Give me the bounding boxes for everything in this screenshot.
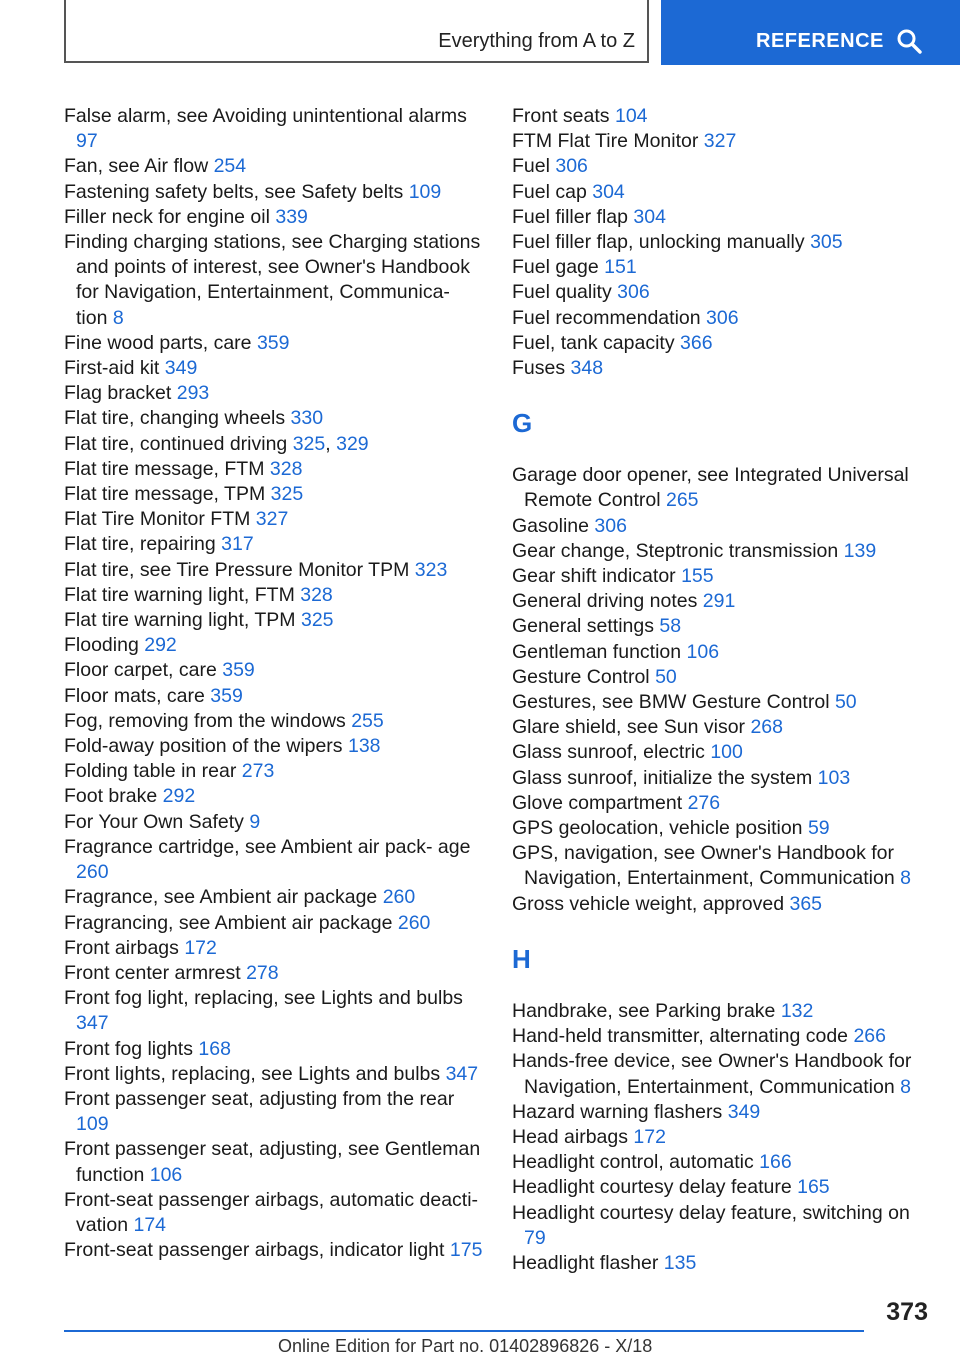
page-link[interactable]: 339 — [275, 205, 308, 228]
page-link[interactable]: 139 — [843, 539, 877, 562]
index-entry-text: Garage door opener, see Integrated Universal Remote Control — [512, 464, 909, 512]
index-entry-text: Front-seat passenger airbags, automatic deacti‐ vation — [64, 1188, 479, 1236]
index-entry — [512, 514, 932, 539]
index-entry — [64, 734, 484, 759]
index-entry-text: Fragrance cartridge, see Ambient air pack‐ age — [64, 835, 471, 858]
page-link[interactable]: 273 — [241, 760, 275, 783]
page-link[interactable]: 79 — [524, 1226, 546, 1249]
page-link[interactable]: 109 — [408, 180, 442, 203]
index-entry — [64, 154, 484, 179]
index-entry-text: Flat tire message, FTM — [64, 457, 265, 480]
index-entry-text: Fuel gage — [512, 256, 599, 279]
index-entry-text: Fine wood parts, care — [64, 331, 252, 354]
page-link[interactable]: 306 — [594, 514, 627, 537]
index-entry-text: Fuel filler flap — [512, 205, 628, 228]
index-entries-f-cont — [512, 104, 932, 381]
index-entry — [64, 936, 484, 961]
index-entry-text: Fragrance, see Ambient air package — [64, 886, 378, 909]
index-entry — [512, 640, 932, 665]
page-link[interactable]: 265 — [665, 489, 699, 512]
page-link[interactable]: 172 — [633, 1125, 666, 1148]
page-link[interactable]: 347 — [445, 1062, 479, 1085]
index-entry — [512, 1175, 932, 1200]
page-link[interactable]: 325 — [270, 483, 304, 506]
index-entry-text: Fold-away position of the wipers — [64, 735, 343, 758]
index-entry — [64, 684, 484, 709]
page-link[interactable]: 347 — [76, 1012, 109, 1035]
index-entry-text: Front fog light, replacing, see Lights and bulbs — [64, 987, 463, 1010]
page-link[interactable]: 165 — [797, 1176, 830, 1199]
index-entry-text: Front lights, replacing, see Lights and bulbs — [64, 1062, 441, 1085]
index-column-left — [64, 104, 484, 1263]
letter-heading-g: G — [512, 408, 533, 439]
index-entry — [64, 961, 484, 986]
index-entry-text: Headlight control, automatic — [512, 1151, 754, 1174]
index-entries-f — [64, 104, 484, 1263]
page-link[interactable]: 323 — [414, 558, 448, 581]
index-entry-text: Hands-free device, see Owner's Handbook for Navigation, Entertainment, Communication — [512, 1050, 912, 1098]
page-link[interactable]: 304 — [633, 205, 666, 228]
index-entry — [512, 614, 932, 639]
index-entry-text: Front passenger seat, adjusting, see Gentleman function — [64, 1138, 481, 1186]
page-link[interactable]: 278 — [246, 961, 279, 984]
index-entry-text: Fuel filler flap, unlocking manually — [512, 231, 805, 254]
index-entry-text: Fog, removing from the windows — [64, 709, 346, 732]
index-entry — [512, 331, 932, 356]
page-link[interactable]: 325 — [300, 609, 334, 632]
index-entry — [64, 532, 484, 557]
page-link[interactable]: 359 — [210, 684, 243, 707]
page-link[interactable]: 106 — [686, 640, 720, 663]
index-entry-text: Fuel recommendation — [512, 306, 701, 329]
index-entry — [512, 1125, 932, 1150]
page-link[interactable]: 359 — [256, 331, 290, 354]
index-entry — [512, 690, 932, 715]
page-link[interactable]: 168 — [198, 1037, 231, 1060]
page-link[interactable]: 8 — [900, 1075, 911, 1098]
page-link[interactable]: 328 — [269, 457, 303, 480]
page-number: 373 — [886, 1298, 928, 1326]
index-entry-text: Floor mats, care — [64, 684, 205, 707]
page-link[interactable]: 109 — [76, 1113, 109, 1136]
index-entry — [512, 255, 932, 280]
page-link[interactable]: 365 — [789, 892, 823, 915]
index-entry-text: Hand-held transmitter, alternating code — [512, 1025, 849, 1048]
index-entry — [64, 709, 484, 734]
index-entry — [64, 507, 484, 532]
page-link[interactable]: 58 — [659, 615, 682, 638]
index-entry-text: Flat Tire Monitor FTM — [64, 508, 251, 531]
index-entry-text: Glove compartment — [512, 791, 683, 814]
page-link[interactable]: 151 — [604, 256, 637, 279]
index-entry-text: Gestures, see BMW Gesture Control — [512, 691, 830, 714]
index-entry — [512, 104, 932, 129]
index-entry — [64, 457, 484, 482]
page-link[interactable]: 276 — [687, 791, 721, 814]
index-entry-text: Foot brake — [64, 785, 158, 808]
page-link[interactable]: 306 — [555, 155, 588, 178]
index-entry-text: Fragrancing, see Ambient air package — [64, 911, 393, 934]
index-entry — [64, 331, 484, 356]
index-entry — [512, 892, 932, 917]
page-link[interactable]: 348 — [570, 357, 604, 380]
index-entry — [512, 539, 932, 564]
index-entry — [64, 633, 484, 658]
page-link[interactable]: 166 — [759, 1151, 792, 1174]
page-link[interactable]: 50 — [834, 691, 857, 714]
index-entry — [64, 1087, 484, 1137]
index-entry — [64, 784, 484, 809]
page-link[interactable]: 328 — [300, 583, 333, 606]
index-entry-text: FTM Flat Tire Monitor — [512, 130, 699, 153]
page-link[interactable]: 104 — [614, 105, 648, 127]
index-entry-text: Fuel — [512, 155, 550, 178]
index-entry-text: General settings — [512, 615, 654, 638]
page-link[interactable]: 329 — [336, 432, 369, 455]
index-entry — [512, 129, 932, 154]
index-entry-text: Flat tire, see Tire Pressure Monitor TPM — [64, 558, 410, 581]
index-entry-text: Glass sunroof, electric — [512, 741, 705, 764]
page-link[interactable]: 103 — [817, 766, 851, 789]
index-entry — [512, 1251, 932, 1276]
index-entry — [512, 665, 932, 690]
index-entry — [64, 885, 484, 910]
index-column-right — [512, 104, 932, 1276]
index-entry — [64, 104, 484, 154]
page-link[interactable]: 138 — [347, 735, 381, 758]
index-entry — [512, 740, 932, 765]
index-entry — [512, 306, 932, 331]
index-entry — [64, 759, 484, 784]
page-link[interactable]: 327 — [703, 130, 737, 153]
index-entry — [64, 986, 484, 1036]
index-entry-text: Handbrake, see Parking brake — [512, 999, 776, 1022]
page-link[interactable]: 292 — [162, 785, 196, 808]
index-entry-text: Front center armrest — [64, 961, 241, 984]
section-title: Everything from A to Z — [438, 30, 635, 52]
page-link[interactable]: 260 — [76, 861, 109, 884]
index-entry — [512, 205, 932, 230]
index-entry — [64, 356, 484, 381]
index-entry — [512, 1049, 932, 1099]
index-entry — [64, 810, 484, 835]
footer-divider — [64, 1330, 864, 1332]
page-link[interactable]: 330 — [290, 407, 324, 430]
page-header — [0, 0, 960, 66]
index-entry — [64, 482, 484, 507]
index-entry-text: Gesture Control — [512, 665, 650, 688]
index-entry-text: GPS geolocation, vehicle position — [512, 817, 803, 840]
section-title-box — [64, 0, 649, 63]
index-entry-text: For Your Own Safety — [64, 810, 244, 833]
index-entry — [512, 816, 932, 841]
reference-tab-label: REFERENCE — [756, 30, 884, 52]
index-entry-text: Flat tire message, TPM — [64, 483, 266, 506]
index-entry-text: Front fog lights — [64, 1037, 193, 1060]
index-entry — [512, 715, 932, 740]
page-link[interactable]: 172 — [184, 936, 217, 959]
page-link[interactable]: 9 — [249, 810, 261, 833]
footer-edition-text: Online Edition for Part no. 01402896826 - X/18 — [278, 1336, 653, 1356]
index-entry-text: Flat tire warning light, TPM — [64, 609, 296, 632]
search-icon[interactable] — [896, 28, 922, 54]
index-entry — [512, 1100, 932, 1125]
index-entry-text: First-aid kit — [64, 357, 160, 380]
index-entry — [64, 180, 484, 205]
index-entry — [64, 205, 484, 230]
index-entry-text: Gasoline — [512, 514, 589, 537]
page-link[interactable]: 100 — [710, 741, 743, 764]
page-link[interactable]: 8 — [112, 306, 124, 329]
index-entry-text: Hazard warning flashers — [512, 1100, 723, 1123]
index-entry — [64, 835, 484, 885]
page-link[interactable]: 325 — [292, 432, 326, 455]
index-entry — [512, 841, 932, 891]
index-entry — [64, 1037, 484, 1062]
page-link[interactable]: 349 — [727, 1100, 761, 1123]
page-link[interactable]: 97 — [76, 130, 98, 153]
index-entry-text: Glass sunroof, initialize the system — [512, 766, 813, 789]
page-link[interactable]: 174 — [133, 1213, 167, 1236]
index-entry-text: Headlight flasher — [512, 1251, 659, 1274]
page-link[interactable]: 268 — [750, 716, 783, 739]
index-entry — [512, 463, 932, 513]
page-link[interactable]: 135 — [663, 1251, 697, 1274]
index-entry — [64, 911, 484, 936]
index-entry-text: Fuel cap — [512, 180, 587, 203]
index-entry — [512, 154, 932, 179]
page-link[interactable]: 8 — [900, 867, 911, 890]
index-entry-text: Flooding — [64, 634, 139, 657]
index-entry-text: Gear change, Steptronic transmission — [512, 539, 839, 562]
index-entry — [64, 658, 484, 683]
page-link[interactable]: 106 — [149, 1163, 183, 1186]
index-entry — [64, 1062, 484, 1087]
index-entry-text: Fan, see Air flow — [64, 155, 209, 178]
page-link[interactable]: 366 — [680, 331, 713, 354]
page-link[interactable]: 349 — [164, 357, 198, 380]
index-entry: Flat tire, continued driving 325, 329 — [64, 432, 369, 455]
index-entry — [64, 583, 484, 608]
page-link[interactable]: 291 — [702, 590, 736, 613]
index-entry-text: Front airbags — [64, 936, 179, 959]
index-entries-h — [512, 999, 932, 1276]
index-entry — [512, 1150, 932, 1175]
index-entry — [512, 999, 932, 1024]
index-entry — [64, 406, 484, 431]
page-link[interactable]: 306 — [617, 281, 650, 304]
index-entry-text: Front-seat passenger airbags, indicator light — [64, 1239, 445, 1262]
index-entry-text: Fuses — [512, 357, 566, 380]
index-entry — [512, 280, 932, 305]
index-entry — [512, 1024, 932, 1049]
index-entry — [64, 1137, 484, 1187]
index-entry — [64, 381, 484, 406]
page-link[interactable]: 293 — [176, 382, 210, 405]
page-link[interactable]: 266 — [853, 1025, 886, 1048]
index-entry-text: Flat tire, changing wheels — [64, 407, 286, 430]
index-entry-text: Filler neck for engine oil — [64, 205, 270, 228]
page-link[interactable]: 304 — [592, 180, 625, 203]
page-link[interactable]: 254 — [213, 155, 247, 178]
index-entry — [512, 356, 932, 381]
index-entry-text: Head airbags — [512, 1125, 628, 1148]
page-link[interactable]: 327 — [255, 508, 289, 531]
page-link[interactable]: 59 — [807, 817, 830, 840]
index-entry — [64, 230, 484, 331]
page-link[interactable]: 260 — [397, 911, 431, 934]
page-link[interactable]: 175 — [449, 1239, 483, 1262]
page-link[interactable]: 132 — [780, 999, 814, 1022]
index-entry — [64, 558, 484, 583]
index-entry-text: Fuel quality — [512, 281, 612, 304]
index-entry — [64, 1238, 484, 1263]
index-entry-text: Flat tire, repairing — [64, 533, 216, 556]
index-entry-text: Flag bracket — [64, 382, 172, 405]
letter-heading-h: H — [512, 943, 531, 974]
index-entry-text: Floor carpet, care — [64, 659, 217, 682]
index-entry-text: Flat tire, continued driving — [64, 432, 288, 455]
index-entry — [512, 791, 932, 816]
page-link[interactable]: 50 — [655, 665, 677, 688]
page-link[interactable]: 306 — [706, 306, 739, 329]
index-entry-text: GPS, navigation, see Owner's Handbook for Navigation, Entertainment, Communication — [512, 842, 895, 890]
index-entry-text: General driving notes — [512, 590, 698, 613]
index-entries-g — [512, 463, 932, 917]
page-link[interactable]: 359 — [222, 659, 255, 682]
page-link[interactable]: 260 — [382, 886, 416, 909]
reference-tab[interactable] — [661, 0, 960, 65]
index-entry — [512, 766, 932, 791]
page-link[interactable]: 255 — [351, 709, 384, 732]
index-entry — [512, 230, 932, 255]
index-entry-text: Finding charging stations, see Charging stations and points of interest, see Owner's Handbook for Navigation, Entertainment, Communica‐ tion — [64, 231, 481, 329]
index-entry-text: Headlight courtesy delay feature — [512, 1176, 792, 1199]
index-entry — [512, 564, 932, 589]
index-entry-text: Gentleman function — [512, 640, 682, 663]
index-entry — [512, 180, 932, 205]
index-entry-text: Gross vehicle weight, approved — [512, 892, 785, 915]
index-entry-text: False alarm, see Avoiding unintentional alarms — [64, 105, 467, 127]
page-link[interactable]: 305 — [810, 231, 843, 254]
index-entry-text: Glare shield, see Sun visor — [512, 716, 746, 739]
page-link[interactable]: 155 — [681, 565, 714, 588]
index-entry-text: Front passenger seat, adjusting from the rear — [64, 1087, 455, 1110]
page-link[interactable]: 317 — [221, 533, 254, 556]
index-entry — [64, 1188, 484, 1238]
index-entry-text: Fuel, tank capacity — [512, 331, 675, 354]
index-entry-text: Gear shift indicator — [512, 565, 676, 588]
index-entry-text: Fastening safety belts, see Safety belts — [64, 180, 404, 203]
index-entry-text: Folding table in rear — [64, 760, 237, 783]
index-entry-text: Headlight courtesy delay feature, switching on — [512, 1201, 910, 1224]
index-entry — [512, 1201, 932, 1251]
index-entry — [512, 589, 932, 614]
index-entry-text: Front seats — [512, 105, 610, 127]
index-entry-text: Flat tire warning light, FTM — [64, 583, 295, 606]
page-link[interactable]: 292 — [144, 634, 177, 657]
index-entry — [64, 608, 484, 633]
